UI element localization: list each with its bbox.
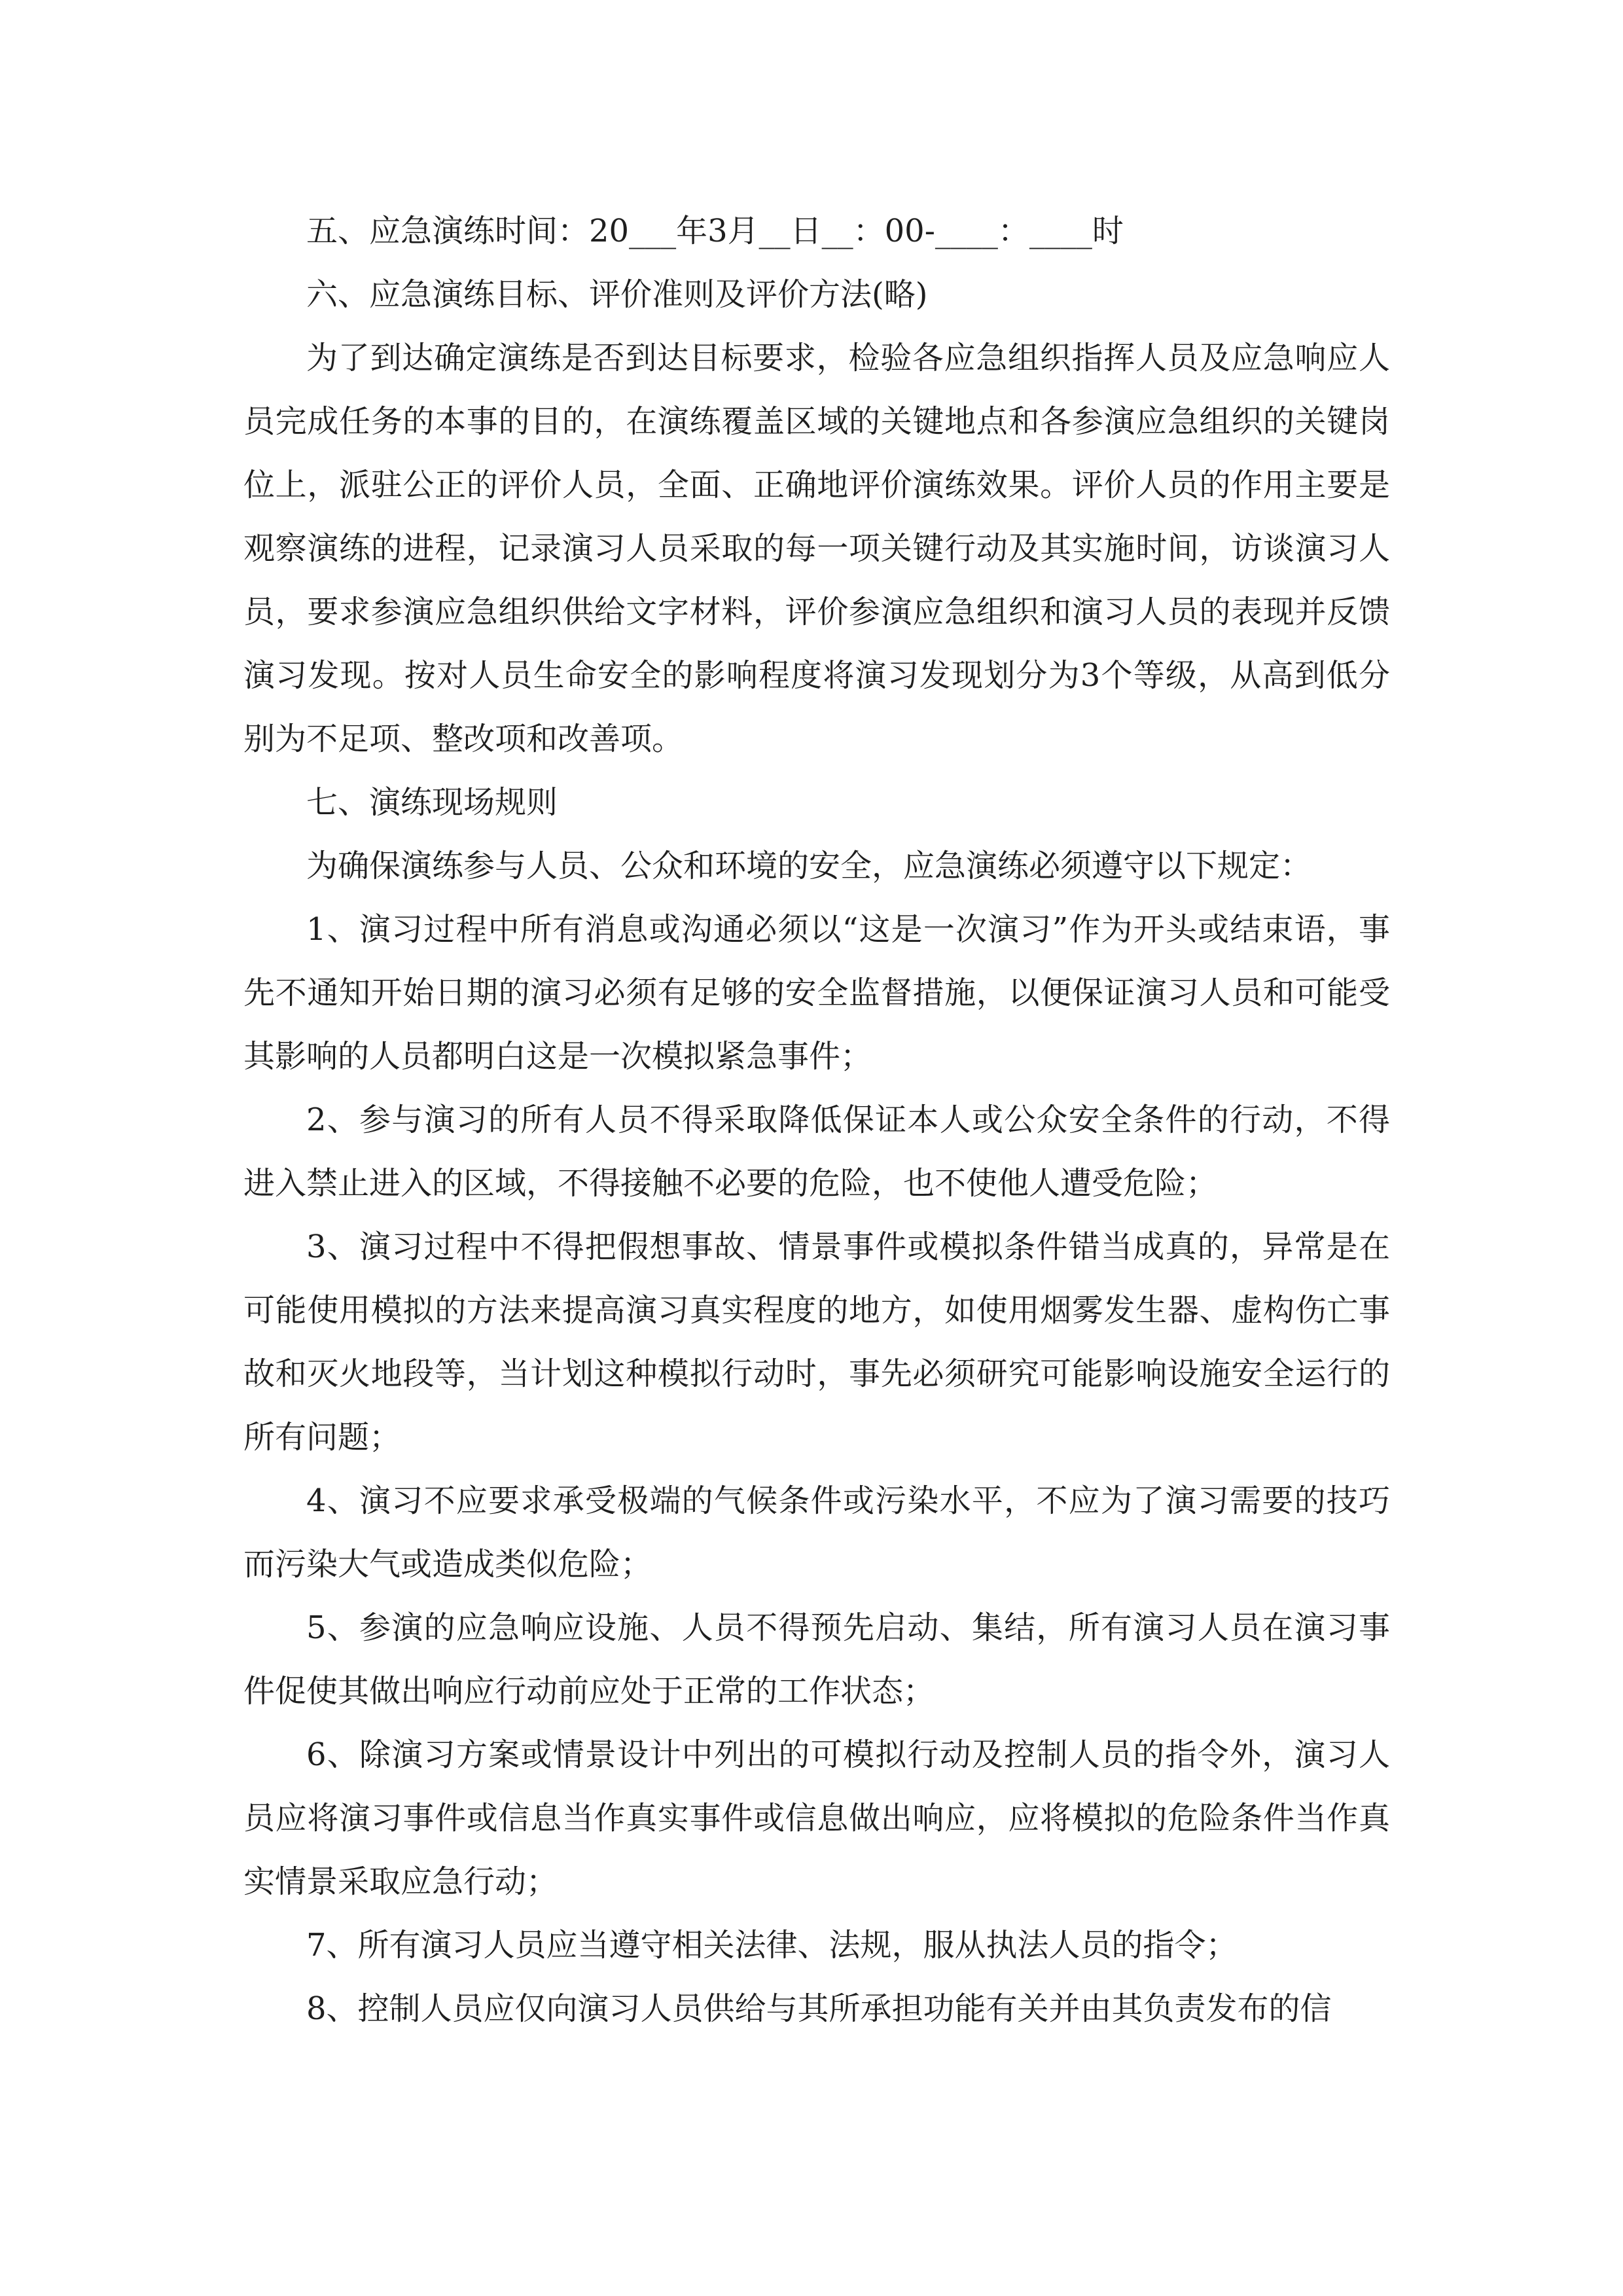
rule-item-7: 7、所有演习人员应当遵守相关法律、法规，服从执法人员的指令； [306,1927,1238,1964]
rule-item-8: 8、控制人员应仅向演习人员供给与其所承担功能有关并由其负责发布的信 [306,1990,1332,2027]
rules-intro-paragraph: 为确保演练参与人员、公众和环境的安全，应急演练必须遵守以下规定： [306,848,1312,884]
document-body [243,200,1390,2041]
rule-item-3: 3、演习过程中不得把假想事故、情景事件或模拟条件错当成真的，异常是在可能使用模拟的方法来提高演习真实程度的地方，如使用烟雾发生器、虚构伤亡事故和灭火地段等，当计划这种模拟行动时，事先必须研究可能影响设施安全运行的所有问题； [243,1229,1390,1456]
rule-item-6: 6、除演习方案或情景设计中列出的可模拟行动及控制人员的指令外，演习人员应将演习事件或信息当作真实事件或信息做出响应，应将模拟的危险条件当作真实情景采取应急行动； [243,1736,1390,1900]
rule-item-2: 2、参与演习的所有人员不得采取降低保证本人或公众安全条件的行动，不得进入禁止进入的区域，不得接触不必要的危险，也不使他人遭受危险； [243,1102,1390,1202]
rule-item-1: 1、演习过程中所有消息或沟通必须以“这是一次演习”作为开头或结束语，事先不通知开始日期的演习必须有足够的安全监督措施，以便保证演习人员和可能受其影响的人员都明白这是一次模拟紧急事件； [243,911,1390,1075]
drill-time-line: 五、应急演练时间：20___年3月__日__：00-____：____时 [306,213,1124,249]
rule-item-4: 4、演习不应要求承受极端的气候条件或污染水平，不应为了演习需要的技巧而污染大气或造成类似危险； [243,1482,1390,1583]
section-seven-heading: 七、演练现场规则 [306,784,558,821]
section-six-heading: 六、应急演练目标、评价准则及评价方法(略) [306,276,928,313]
evaluation-paragraph: 为了到达确定演练是否到达目标要求，检验各应急组织指挥人员及应急响应人员完成任务的本事的目的，在演练覆盖区域的关键地点和各参演应急组织的关键岗位上，派驻公正的评价人员，全面、正确地评价演练效果。评价人员的作用主要是观察演练的进程，记录演习人员采取的每一项关键行动及其实施时间，访谈演习人员，要求参演应急组织供给文字材料，评价参演应急组织和演习人员的表现并反馈演习发现。按对人员生命安全的影响程度将演习发现划分为3个等级，从高到低分别为不足项、整改项和改善项。 [243,340,1390,757]
rule-item-5: 5、参演的应急响应设施、人员不得预先启动、集结，所有演习人员在演习事件促使其做出响应行动前应处于正常的工作状态； [243,1609,1390,1710]
